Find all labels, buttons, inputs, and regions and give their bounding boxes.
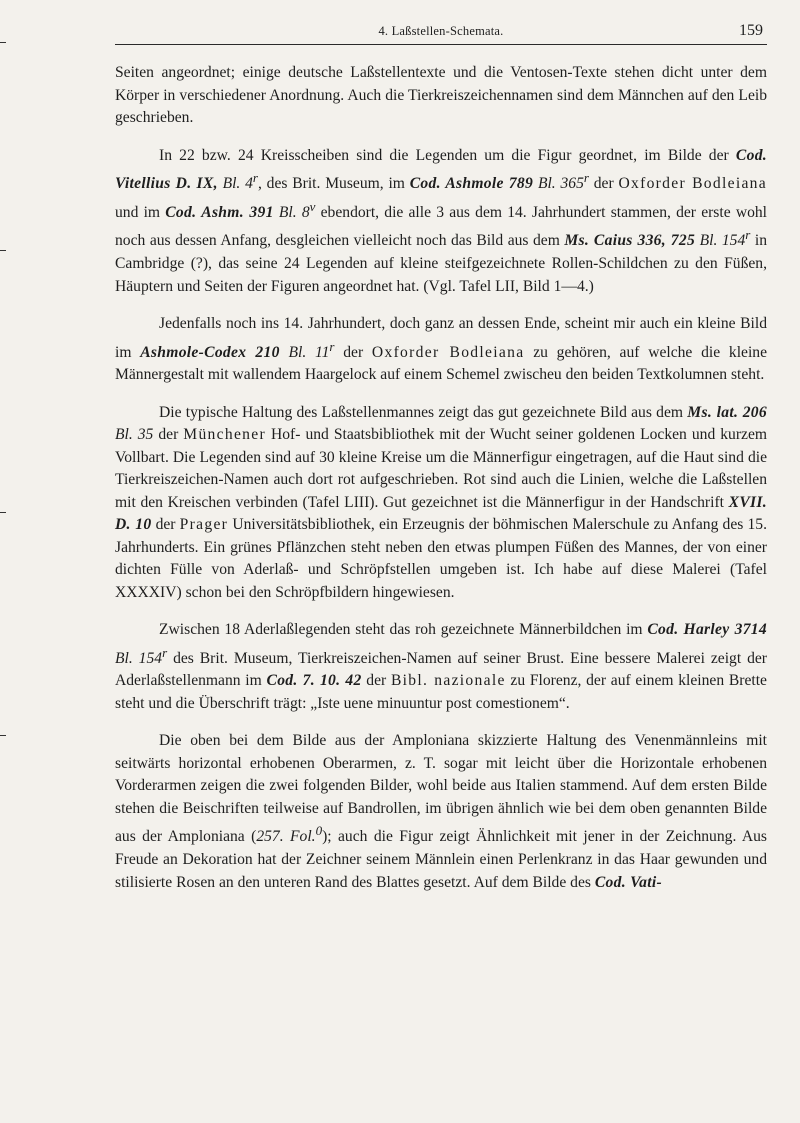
text-run: Zwischen 18 Aderlaßlegenden steht das roh gezeichnete Männerbildchen im xyxy=(159,621,648,639)
paragraph xyxy=(115,619,767,715)
text-run: , des Brit. Museum, im xyxy=(257,175,410,193)
paragraph xyxy=(115,730,767,894)
folio-ref: Bl. 35 xyxy=(115,426,154,444)
manuscript-ref: Ms. lat. 206 xyxy=(687,403,767,421)
text-run: Seiten angeordnet; einige deutsche Laßstellentexte und die Ventosen-Texte stehen dicht unter dem Körper in verschiedener Anordnung. Auch die Tierkreiszeichennamen sind dem Männchen auf den Leib geschrieben. xyxy=(115,64,767,126)
text-run: Universitätsbibliothek, ein Erzeugnis der böhmischen Malerschule zu Anfang des 15. Jahrhunderts. Ein grünes Pflänzchen steht neben den etwas plumpen Füßen des Mannes, der von einer dichten Fülle von Aderlaß- und Schröpfstellen umgeben ist. Ich habe auf diese Malerei (Tafel XXXXIV) schon bei den Schröpfbildern hingewiesen. xyxy=(115,516,767,601)
margin-mark xyxy=(0,512,6,513)
running-head-title: 4. Laßstellen-Schemata. xyxy=(378,24,504,38)
text-run: der xyxy=(588,175,619,193)
manuscript-ref: Cod. Vati- xyxy=(594,873,662,891)
margin-mark xyxy=(0,42,6,43)
paragraph xyxy=(115,145,767,299)
text-run: des Brit. Museum, Tierkreiszeichen-Namen auf seiner Brust. Eine bessere Malerei zeigt der Aderlaßstellenmann im xyxy=(115,649,767,690)
text-run: Hof- und Staatsbibliothek mit der Wucht seiner goldenen Locken und kurzem Vollbart. Die Legenden sind auf 30 kleine Kreise um die Männerfigur eingetragen, auf die Haut sind die Tierkreiszeichen-Namen auch dort rot aufgeschrieben. Rot sind auch die Linien, welche die Laßstellen mit den Kreischen verbinden (Tafel LIII). Gut gezeichnet ist die Männerfigur in der Handschrift xyxy=(115,426,767,511)
running-head xyxy=(115,20,767,45)
text-run: zu Florenz, der auf einem kleinen Brette steht und die Überschrift trägt: „Iste uene minuuntur post comestionem“. xyxy=(115,672,767,712)
paragraph xyxy=(115,402,767,605)
page-number: 159 xyxy=(739,22,763,39)
folio-side: 0 xyxy=(315,823,323,839)
library-name: Münchener xyxy=(183,426,266,444)
manuscript-ref: Cod. Vitellius D. IX, xyxy=(115,146,767,193)
folio-ref: Bl. 4 xyxy=(222,175,253,193)
library-name: Bibl. nazionale xyxy=(390,672,506,690)
manuscript-ref: Cod. Harley 3714 xyxy=(647,621,767,639)
folio-side: r xyxy=(583,170,589,185)
manuscript-ref: Ashmole-Codex 210 xyxy=(140,343,280,361)
text-run: ebendort, die alle 3 aus dem 14. Jahrhundert stammen, der erste wohl noch aus dessen Anfang, desgleichen vielleicht noch das Bild aus dem xyxy=(115,203,768,250)
library-name: Oxforder Bodleiana xyxy=(618,175,767,193)
folio-ref: Bl. 11 xyxy=(288,343,330,361)
folio-side: r xyxy=(745,227,751,243)
margin-mark xyxy=(0,735,6,736)
folio-side: v xyxy=(309,198,316,214)
text-run: ); auch die Figur zeigt Ähnlichkeit mit jener in der Zeichnung. Aus Freude an Dekoration hat der Zeichner seinem Männlein einen Perlenkranz in das Haar gewunden und stilisierte Rosen an den unteren Rand des Blattes gesetzt. Auf dem Bilde des xyxy=(115,828,767,891)
manuscript-ref: Cod. Ashmole 789 xyxy=(409,175,534,193)
text-run: in Cambridge (?), das seine 24 Legenden auf kleine steifgezeichnete Rollen-Schildchen zu den Füßen, Häuptern und Seiten der Figuren angeordnet hat. (Vgl. Tafel LII, Bild 1—4.) xyxy=(115,232,767,295)
body-text xyxy=(115,62,767,909)
text-run: der xyxy=(334,343,372,361)
margin-mark xyxy=(0,250,6,251)
text-run: Jedenfalls noch ins 14. Jahrhundert, doch ganz an dessen Ende, scheint mir auch ein kleine Bild im xyxy=(115,315,767,361)
folio-side: r xyxy=(329,338,335,354)
folio-ref: Bl. 154 xyxy=(115,649,163,667)
text-run: zu gehören, auf welche die kleine Männergestalt mit wallendem Haargelock auf einem Schemel zwischeu den beiden Textkolumnen steht. xyxy=(115,343,768,384)
text-run: der xyxy=(153,426,184,444)
library-name: Prager xyxy=(179,516,229,534)
text-run: Die oben bei dem Bilde aus der Amploniana skizzierte Haltung des Venenmännleins mit seitwärts horizontal erhobenen Oberarmen, z. T. sogar mit leicht über die Horizontale erhobenen Vorderarmen zeigen die zwei folgenden Bilder, wohl beide aus Italien stammend. Auf dem ersten Bilde stehen die Beischriften teilweise auf Bandrollen, im übrigen ähnlich wie bei dem oben genannten Bilde aus der Amploniana ( xyxy=(115,732,767,846)
text-run: der xyxy=(151,516,180,534)
text-run: der xyxy=(361,672,391,690)
text-run: Die typische Haltung des Laßstellenmannes zeigt das gut gezeichnete Bild aus dem xyxy=(159,403,688,421)
folio-side: r xyxy=(252,170,258,185)
manuscript-ref: XVII. D. 10 xyxy=(115,493,767,534)
library-name: Oxforder Bodleiana xyxy=(371,343,525,361)
text-run: In 22 bzw. 24 Kreisscheiben sind die Legenden um die Figur geordnet, im Bilde der xyxy=(159,146,736,164)
folio-ref: Bl. 365 xyxy=(537,175,584,193)
folio-ref: Bl. 8 xyxy=(278,203,310,221)
folio-ref: 257. Fol. xyxy=(256,828,316,846)
paragraph xyxy=(115,313,767,387)
manuscript-ref: Cod. 7. 10. 42 xyxy=(266,672,362,690)
paragraph xyxy=(115,62,767,130)
manuscript-ref: Cod. Ashm. 391 xyxy=(165,203,274,221)
folio-side: r xyxy=(162,644,168,660)
folio-ref: Bl. 154 xyxy=(699,232,746,250)
text-run: und im xyxy=(115,203,166,221)
manuscript-ref: Ms. Caius 336, 725 xyxy=(564,232,696,250)
